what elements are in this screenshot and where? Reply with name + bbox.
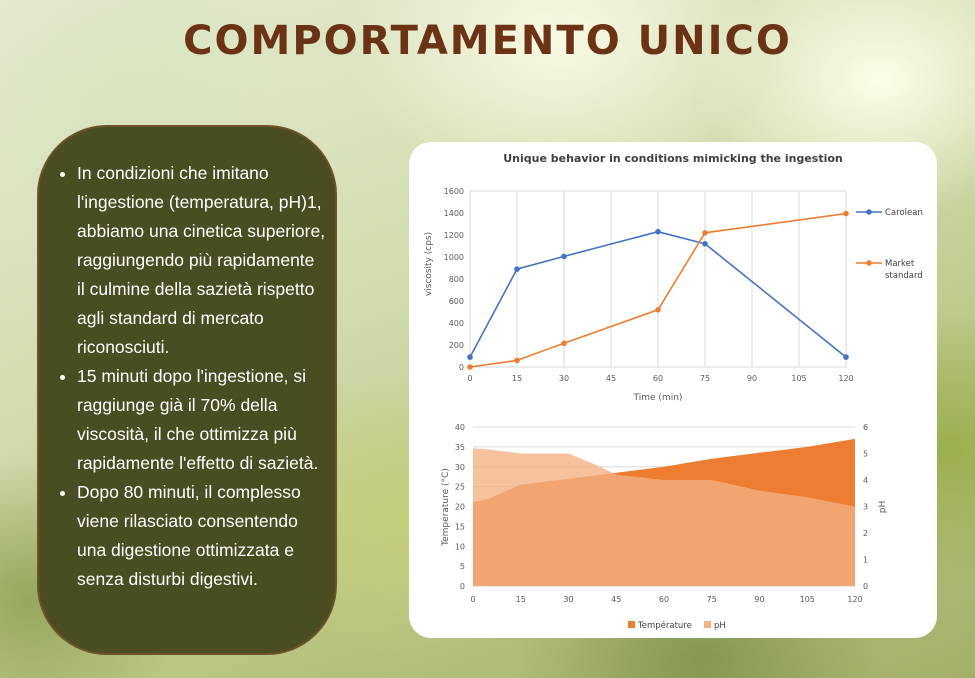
data-point: [702, 241, 708, 247]
y2-tick-label: 2: [863, 529, 869, 538]
legend-label: Carolean: [885, 208, 923, 218]
bullet-list: [39, 127, 335, 594]
data-point: [514, 358, 520, 364]
x-tick-label: 45: [611, 595, 622, 604]
data-point: [655, 307, 661, 313]
y-tick-label: 10: [454, 542, 465, 552]
y-tick-label: 5: [459, 562, 465, 572]
y-tick-label: 30: [454, 462, 465, 472]
x-tick-label: 105: [799, 595, 815, 604]
data-point: [843, 354, 849, 360]
y2-tick-label: 3: [863, 502, 869, 512]
chart-title: Unique behavior in conditions mimicking the ingestion: [503, 152, 843, 165]
y-tick-label: 1000: [443, 253, 464, 262]
y-tick-label: 25: [454, 482, 465, 492]
y-axis-label: viscosity (cps): [424, 231, 434, 297]
data-point: [702, 230, 708, 236]
bullet-item: • In condizioni che imitano l'ingestione (temperatura, pH)1, abbiamo una cinetica superiore, raggiungendo più rapidamente il culmine della sazietà rispetto agli standard di mercato riconosciuti.: [77, 159, 327, 362]
charts-svg: [409, 142, 937, 638]
x-axis-label: Time (min): [633, 393, 683, 403]
x-tick-label: 15: [511, 374, 523, 383]
y-tick-label: 15: [454, 522, 465, 532]
y-tick-label: 200: [448, 341, 464, 350]
y-tick-label: 35: [454, 442, 465, 452]
x-tick-label: 45: [605, 374, 617, 383]
legend-swatch: [704, 621, 711, 628]
x-tick-label: 60: [652, 374, 664, 383]
legend-label: standard: [885, 271, 923, 281]
data-point: [843, 211, 849, 217]
y-tick-label: 0: [459, 582, 465, 591]
y-tick-label: 400: [448, 319, 464, 328]
y-axis-label: Temperature (°C): [441, 468, 451, 546]
y-tick-label: 20: [454, 502, 465, 512]
x-tick-label: 105: [791, 374, 807, 383]
x-tick-label: 75: [706, 595, 717, 604]
data-point: [561, 341, 567, 347]
x-tick-label: 15: [515, 595, 526, 604]
x-tick-label: 120: [838, 374, 854, 383]
legend-label: Market: [885, 259, 915, 269]
y-tick-label: 800: [448, 275, 464, 284]
data-point: [561, 254, 567, 260]
legend-marker: [866, 260, 872, 266]
y-tick-label: 1600: [443, 187, 464, 196]
chart-card: [409, 142, 937, 638]
legend-label: Température: [638, 621, 692, 631]
legend-label: pH: [714, 621, 726, 631]
y-tick-label: 1200: [443, 231, 464, 240]
bullet-item: • Dopo 80 minuti, il complesso viene rilasciato consentendo una digestione ottimizzata e senza disturbi digestivi.: [77, 478, 327, 594]
legend-marker: [866, 209, 872, 215]
x-tick-label: 60: [658, 595, 670, 604]
y-tick-label: 40: [454, 423, 465, 432]
y2-axis-label: pH: [878, 500, 888, 514]
x-tick-label: 90: [746, 374, 758, 383]
y2-tick-label: 4: [863, 476, 869, 485]
page-title: COMPORTAMENTO UNICO: [183, 18, 792, 64]
x-tick-label: 30: [558, 374, 570, 383]
y2-tick-label: 0: [863, 582, 869, 591]
y-tick-label: 0: [458, 363, 464, 372]
viscosity-chart: [424, 152, 923, 403]
x-tick-label: 30: [563, 595, 574, 604]
bullet-box: [37, 125, 337, 655]
data-point: [467, 364, 473, 370]
x-tick-label: 0: [467, 374, 473, 383]
data-point: [467, 354, 473, 360]
data-point: [655, 229, 661, 235]
y2-tick-label: 1: [863, 555, 869, 565]
temperature-ph-chart: [441, 423, 888, 631]
x-tick-label: 120: [847, 595, 863, 604]
data-point: [514, 266, 520, 272]
x-tick-label: 75: [699, 374, 711, 383]
y2-tick-label: 6: [863, 423, 869, 432]
y-tick-label: 1400: [443, 209, 464, 218]
legend-swatch: [628, 621, 635, 628]
bullet-item: • 15 minuti dopo l'ingestione, si raggiunge già il 70% della viscosità, il che ottimizza più rapidamente l'effetto di sazietà.: [77, 362, 327, 478]
x-tick-label: 0: [470, 595, 476, 604]
x-tick-label: 90: [754, 595, 765, 604]
y-tick-label: 600: [448, 297, 464, 306]
y2-tick-label: 5: [863, 449, 869, 459]
